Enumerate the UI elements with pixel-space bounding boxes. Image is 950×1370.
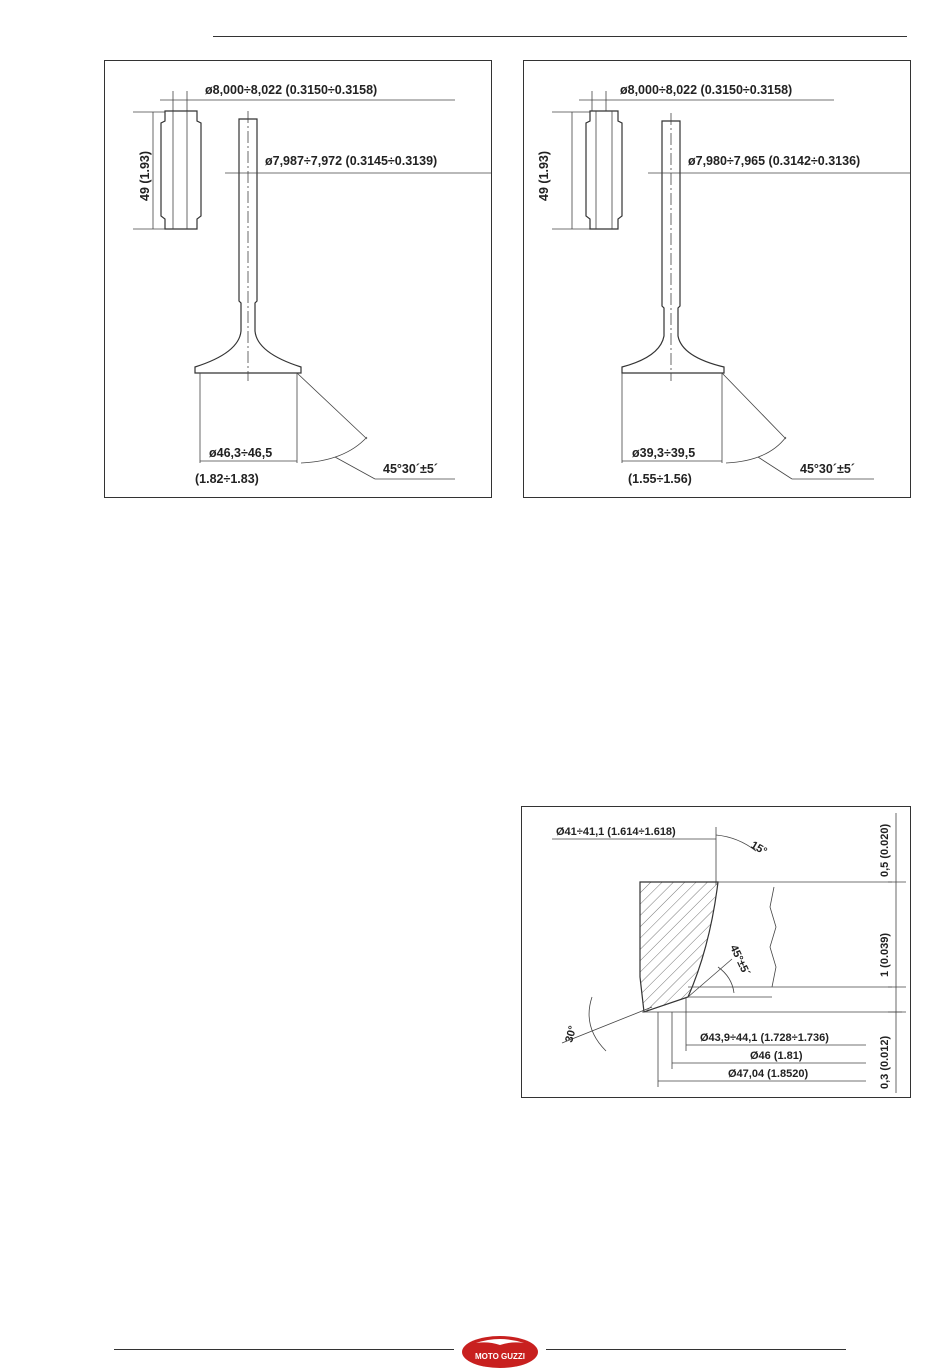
seat-angle-label: 45°30´±5´ (800, 462, 855, 476)
guide-bore-label: ø8,000÷8,022 (0.3150÷0.3158) (620, 83, 793, 97)
guide-bore-label: ø8,000÷8,022 (0.3150÷0.3158) (205, 83, 378, 97)
head-diameter-in: (1.55÷1.56) (628, 472, 692, 486)
depth-top-label: 0,5 (0.020) (879, 823, 891, 877)
max-diameter-label: Ø47,04 (1.8520) (728, 1068, 809, 1080)
header-rule (213, 36, 907, 37)
exhaust-valve-drawing (524, 61, 910, 497)
guide-length-label: 49 (1.93) (138, 150, 152, 201)
seat-section (640, 882, 718, 1012)
intake-valve-figure (104, 60, 492, 498)
top-angle-label: 15° (748, 839, 769, 858)
seat-diameter-label: Ø43,9÷44,1 (1.728÷1.736) (700, 1032, 829, 1044)
valve-seat-drawing (522, 807, 910, 1097)
guide-length-label: 49 (1.93) (537, 150, 551, 201)
head-diameter-mm: ø39,3÷39,5 (632, 446, 696, 460)
moto-guzzi-logo (460, 1333, 540, 1369)
valve-guide (586, 111, 622, 229)
footer-rule-right (546, 1349, 846, 1350)
head-diameter-mm: ø46,3÷46,5 (209, 446, 273, 460)
logo-text: MOTO GUZZI (474, 1352, 526, 1361)
bottom-angle-label: 30° (563, 1024, 580, 1044)
top-diameter-label: Ø41÷41,1 (1.614÷1.618) (556, 826, 676, 838)
stem-diameter-label: ø7,987÷7,972 (0.3145÷0.3139) (265, 154, 438, 168)
footer-rule-left (114, 1349, 454, 1350)
head-diameter-in: (1.82÷1.83) (195, 472, 259, 486)
seat-angle-label: 45°±5´ (727, 943, 752, 978)
outer-diameter-label: Ø46 (1.81) (750, 1050, 803, 1062)
stem-diameter-label: ø7,980÷7,965 (0.3142÷0.3136) (688, 154, 861, 168)
depth-bottom-label: 0,3 (0.012) (879, 1035, 891, 1089)
valve-guide (161, 111, 201, 229)
valve-seat-figure (521, 806, 911, 1098)
depth-middle-label: 1 (0.039) (879, 932, 891, 977)
seat-angle-label: 45°30´±5´ (383, 462, 438, 476)
exhaust-valve-figure (523, 60, 911, 498)
intake-valve-drawing (105, 61, 491, 497)
